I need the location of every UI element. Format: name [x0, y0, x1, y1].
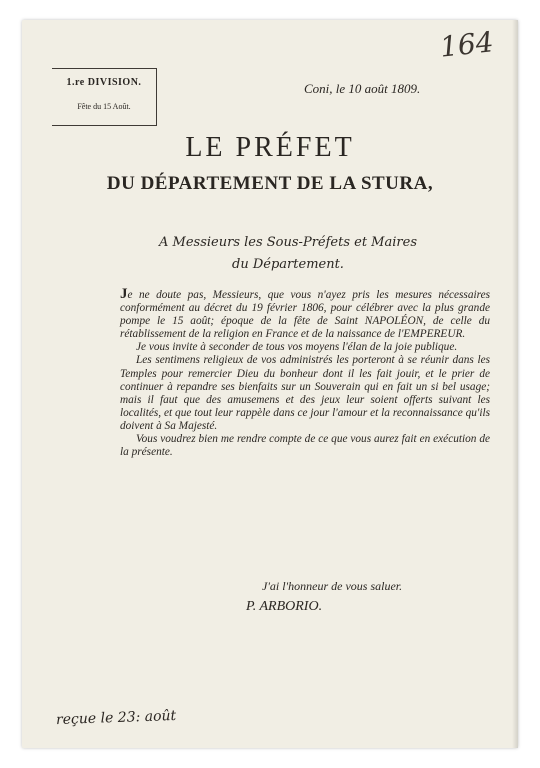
document-subtitle: DU DÉPARTEMENT DE LA STURA,	[106, 173, 434, 194]
signature: P. ARBORIO.	[246, 599, 323, 614]
place-date: Coni, le 10 août 1809.	[304, 81, 421, 96]
paragraph-3: Les sentimens religieux de vos administrés les porteront à se réunir dans les Temples pour remercier Dieu du bonheur dont il les fait jouir, et le prier de continuer à repandre ses bienfaits sur un Souverain qui en fait un si bel usage; mais il faut que des amusemens et des jeux leur soient offerts suivant les localités, et que tout leur rappèle dans ce jour l'amour et la reconnaissance qu'ils doivent à Sa Majesté.	[120, 354, 490, 432]
received-note: reçue le 23: août	[55, 707, 177, 729]
letter-body	[120, 288, 490, 459]
folio-number: 164	[438, 25, 496, 64]
address-line-2: du Département.	[232, 257, 344, 272]
closing-greeting: J'ai l'honneur de vous saluer.	[262, 579, 403, 593]
page-edge-shadow	[512, 20, 518, 748]
document-page	[22, 20, 518, 748]
paragraph-1-text: e ne doute pas, Messieurs, que vous n'ayez pris les mesures nécessaires conformément au décret du 19 février 1806, pour célébrer avec la plus grande pompe le 15 août; époque de la fête de Saint NAPOLÉON, de celle du rétablissement de la religion en France et de la naissance de l'EMPEREUR.	[120, 289, 490, 341]
fete-label: Fête du 15 Août.	[77, 102, 131, 111]
address-line-1: A Messieurs les Sous-Préfets et Maires	[159, 235, 417, 250]
drop-cap: J	[120, 286, 128, 302]
paragraph-4: Vous voudrez bien me rendre compte de ce que vous aurez fait en exécution de la présente.	[120, 433, 490, 459]
division-box	[52, 68, 157, 126]
address-block	[118, 232, 458, 276]
division-label: 1.re DIVISION.	[66, 77, 142, 88]
paragraph-1	[120, 288, 490, 341]
document-title: LE PRÉFET	[185, 132, 355, 163]
paragraph-2: Je vous invite à seconder de tous vos moyens l'élan de la joie publique.	[136, 341, 458, 354]
